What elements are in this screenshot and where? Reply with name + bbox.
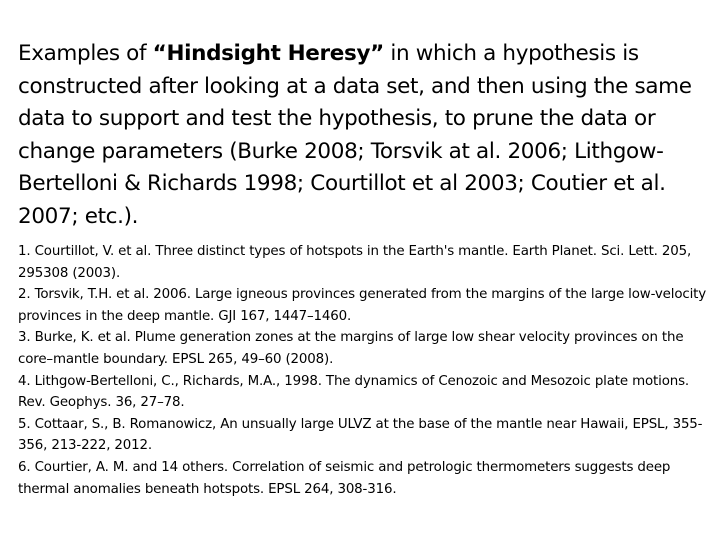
intro-text-after: in which a hypothesis is constructed after looking at a data set, and then using the same data to support and test the hypothesis, to prune the data or change parameters (Burke 2008; Torsvik at al. 2006; Lithgow-Bertelloni & Richards 1998; Courtillot et al 2003; Coutier et al. 2007; etc.). [18,41,692,229]
reference-item-4: 4. Lithgow-Bertelloni, C., Richards, M.A., 1998. The dynamics of Cenozoic and Mesozoic plate motions. Rev. Geophys. 36, 27–78. [18,373,690,411]
reference-item-5: 5. Cottaar, S., B. Romanowicz, An unsually large ULVZ at the base of the mantle near Hawaii, EPSL, 355-356, 213-222, 2012. [18,416,703,454]
reference-item-2: 2. Torsvik, T.H. et al. 2006. Large igneous provinces generated from the margins of the large low-velocity provinces in the deep mantle. GJI 167, 1447–1460. [18,287,707,324]
reference-list [18,241,708,500]
intro-text-before: Examples of [18,41,153,66]
slide-content [18,38,708,500]
intro-emphasis: “Hindsight Heresy” [152,41,384,66]
intro-paragraph [18,38,708,233]
reference-item-6: 6. Courtier, A. M. and 14 others. Correlation of seismic and petrologic thermometers suggests deep thermal anomalies beneath hotspots. EPSL 264, 308-316. [18,459,671,497]
reference-item-3: 3. Burke, K. et al. Plume generation zones at the margins of large low shear velocity provinces on the core–mantle boundary. EPSL 265, 49–60 (2008). [18,330,684,367]
reference-item-1: 1. Courtillot, V. et al. Three distinct types of hotspots in the Earth's mantle. Earth Planet. Sci. Lett. 205, 295308 (2003). [18,244,692,281]
